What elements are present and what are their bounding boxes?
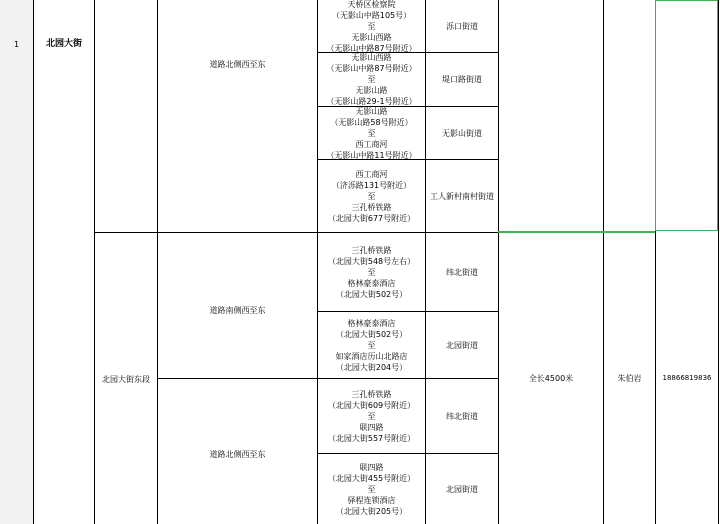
row-index-text: 1 bbox=[13, 39, 20, 49]
range-cell bbox=[318, 107, 425, 159]
range-line: 至 bbox=[367, 340, 376, 350]
street-cell bbox=[426, 107, 498, 159]
range-line: （北园大街609号附近） bbox=[327, 400, 416, 410]
range-line: （北园大街548号左右） bbox=[327, 256, 416, 266]
range-line: 无影山西路 bbox=[351, 32, 392, 42]
grid-line bbox=[718, 0, 719, 524]
street-text: 泺口街道 bbox=[446, 21, 478, 31]
range-line: 至 bbox=[367, 128, 376, 138]
grid-line bbox=[94, 0, 95, 524]
range-line: （北园大街204号） bbox=[335, 362, 408, 372]
range-line: 三孔桥铁路 bbox=[351, 245, 392, 255]
street-cell bbox=[426, 312, 498, 378]
range-line: （无影山路29-1号附近） bbox=[326, 97, 417, 106]
road-name bbox=[34, 30, 94, 58]
range-line: 至 bbox=[367, 75, 376, 84]
range-line: （北园大街557号附近） bbox=[327, 433, 416, 443]
range-line: 天桥区检察院 bbox=[347, 0, 396, 9]
range-line: 至 bbox=[367, 267, 376, 277]
range-line: （北园大街455号附近） bbox=[327, 473, 416, 483]
street-text: 工人新村南村街道 bbox=[430, 191, 494, 201]
direction-text: 道路南侧西至东 bbox=[209, 305, 266, 315]
street-text: 无影山街道 bbox=[442, 128, 482, 138]
range-line: （北园大街502号） bbox=[335, 329, 408, 339]
range-line: 如家酒店历山北路店 bbox=[335, 351, 408, 361]
range-cell bbox=[318, 233, 425, 311]
range-line: （北园大街677号附近） bbox=[327, 213, 416, 223]
street-cell bbox=[426, 233, 498, 311]
range-line: 至 bbox=[367, 191, 376, 201]
range-cell bbox=[318, 312, 425, 378]
range-line: 西工商河 bbox=[355, 169, 388, 179]
direction-cell bbox=[158, 50, 317, 78]
grid-line bbox=[33, 0, 34, 524]
street-cell bbox=[426, 160, 498, 232]
manager-text: 朱伯岩 bbox=[617, 373, 642, 383]
street-cell bbox=[426, 454, 498, 524]
range-line: （无影山中路11号附近） bbox=[326, 150, 417, 159]
street-text: 纬北街道 bbox=[446, 267, 478, 277]
street-text: 堤口路街道 bbox=[442, 75, 482, 84]
range-line: （济泺路131号附近） bbox=[331, 180, 412, 190]
selection-box bbox=[655, 0, 718, 231]
range-line: （无影山中路87号附近） bbox=[326, 64, 417, 73]
range-line: 三孔桥铁路 bbox=[351, 389, 392, 399]
street-text: 纬北街道 bbox=[446, 411, 478, 421]
manager-cell bbox=[604, 368, 655, 388]
index-column-shade bbox=[0, 0, 33, 524]
range-line: 三孔桥铁路 bbox=[351, 202, 392, 212]
range-line: 至 bbox=[367, 21, 376, 31]
range-cell bbox=[318, 0, 425, 52]
range-line: 至 bbox=[367, 411, 376, 421]
segment-name bbox=[95, 368, 157, 390]
grid-line bbox=[603, 0, 604, 524]
range-line: （无影山路58号附近） bbox=[330, 117, 413, 127]
range-line: 无影山西路 bbox=[351, 53, 392, 62]
phone-text: 18866819836 bbox=[662, 373, 712, 382]
range-line: 联四路 bbox=[359, 422, 384, 432]
range-line: 西工商河 bbox=[355, 139, 388, 149]
direction-cell bbox=[158, 296, 317, 324]
range-cell bbox=[318, 379, 425, 453]
direction-cell bbox=[158, 440, 317, 468]
street-cell bbox=[426, 379, 498, 453]
road-name-text: 北园大街 bbox=[45, 38, 82, 49]
range-line: （无影山中路87号附近） bbox=[326, 43, 417, 52]
direction-text: 道路北侧西至东 bbox=[209, 449, 266, 459]
street-cell bbox=[426, 53, 498, 106]
phone-cell bbox=[656, 368, 718, 388]
range-cell bbox=[318, 160, 425, 232]
range-line: 格林豪泰酒店 bbox=[347, 318, 396, 328]
street-cell bbox=[426, 0, 498, 52]
row-index bbox=[0, 30, 33, 58]
range-line: （北园大街205号） bbox=[335, 506, 408, 516]
segment-name-text: 北园大街东段 bbox=[102, 374, 150, 384]
range-line: （无影山中路105号） bbox=[331, 10, 412, 20]
length-cell bbox=[499, 368, 603, 388]
street-text: 北园街道 bbox=[446, 484, 478, 494]
selection-underline bbox=[498, 231, 655, 233]
street-text: 北园街道 bbox=[446, 340, 478, 350]
range-line: 至 bbox=[367, 484, 376, 494]
range-cell bbox=[318, 454, 425, 524]
range-line: 联四路 bbox=[359, 462, 384, 472]
direction-text: 道路北侧西至东 bbox=[209, 59, 266, 69]
range-line: 无影山路 bbox=[355, 107, 388, 116]
range-line: 格林豪泰酒店 bbox=[347, 278, 396, 288]
range-line: 驿程连锁酒店 bbox=[347, 495, 396, 505]
range-cell bbox=[318, 53, 425, 106]
length-text: 全长4500米 bbox=[528, 373, 574, 383]
range-line: （北园大街502号） bbox=[335, 289, 408, 299]
range-line: 无影山路 bbox=[355, 86, 388, 95]
grid-line bbox=[498, 0, 499, 524]
